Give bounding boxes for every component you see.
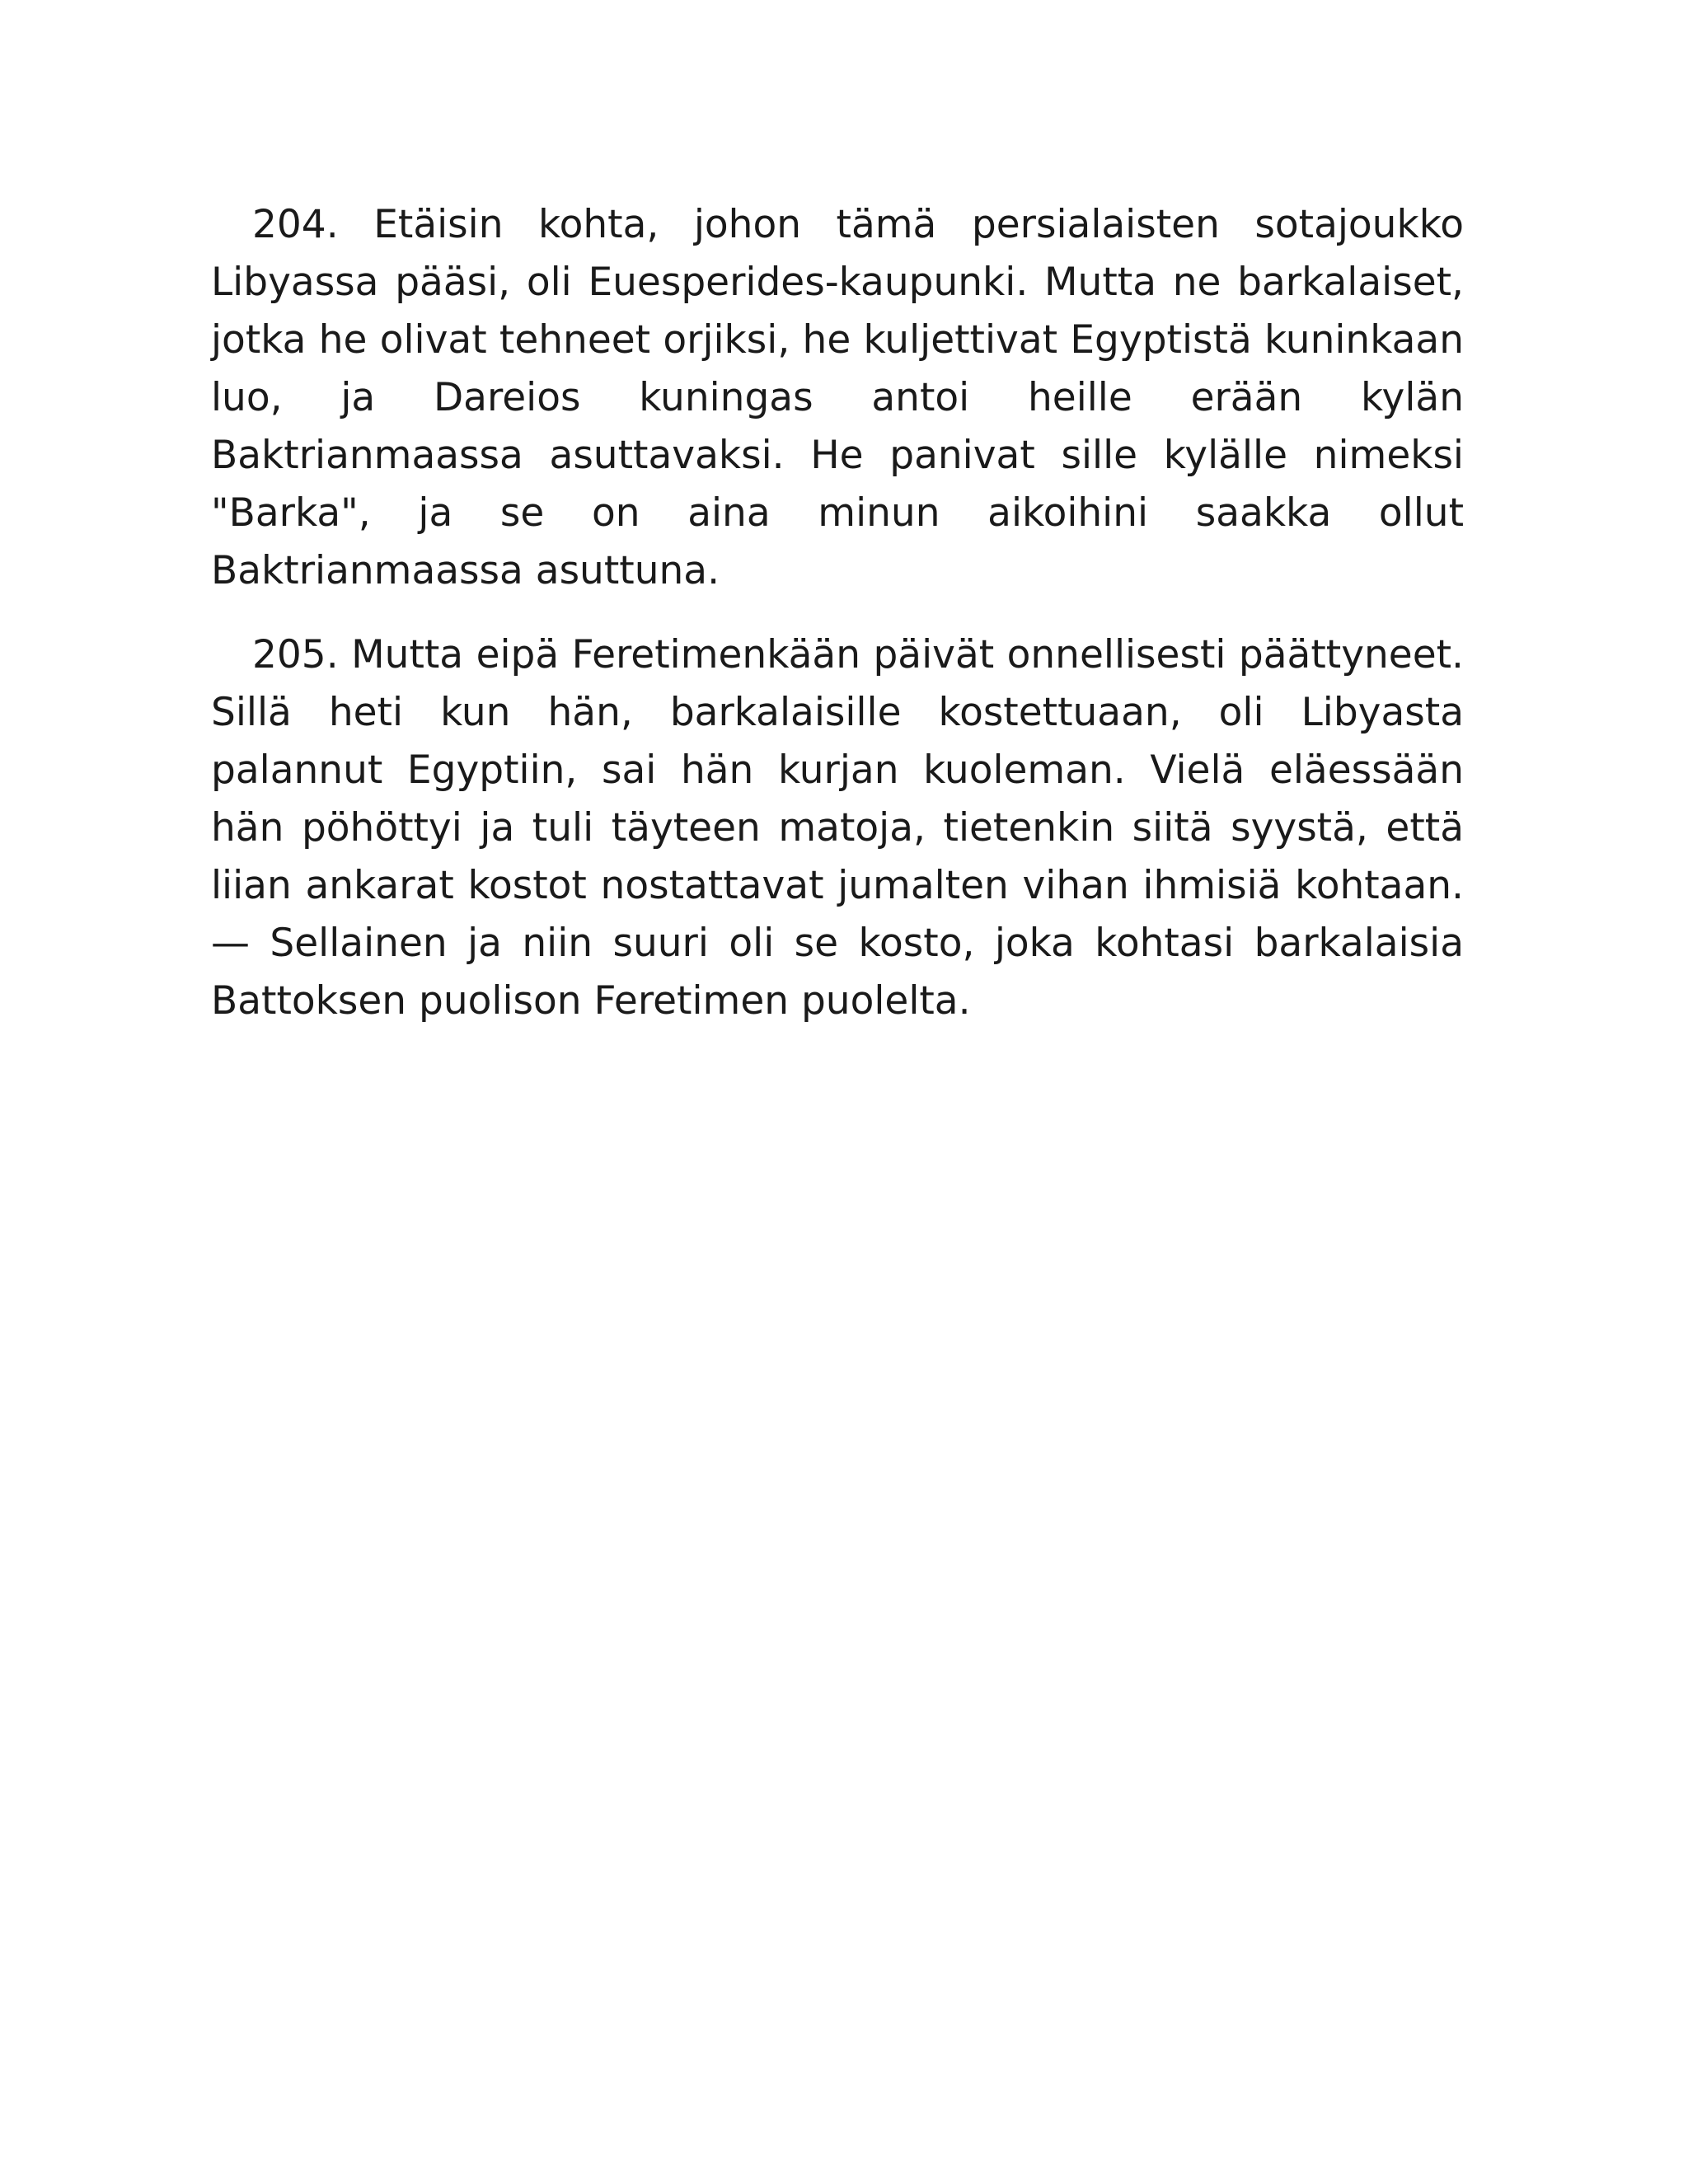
paragraph-205: 205. Mutta eipä Feretimenkään päivät onnellisesti päättyneet. Sillä heti kun hän, barkalaisille kostettuaan, oli Libyasta palannut Egyptiin, sai hän kurjan kuoleman. Vielä eläessään hän pöhöttyi ja tuli täyteen matoja, tietenkin siitä syystä, että liian ankarat kostot nostattavat jumalten vihan ihmisiä kohtaan. — Sellainen ja niin suuri oli se kosto, joka kohtasi barkalaisia Battoksen puolison Feretimen puolelta. <box>211 632 1464 1024</box>
body-text <box>211 196 1464 1057</box>
paragraph-204: 204. Etäisin kohta, johon tämä persialaisten sotajoukko Libyassa pääsi, oli Euesperides-kaupunki. Mutta ne barkalaiset, jotka he olivat tehneet orjiksi, he kuljettivat Egyptistä kuninkaan luo, ja Dareios kuningas antoi heille erään kylän Baktrianmaassa asuttavaksi. He panivat sille kylälle nimeksi "Barka", ja se on aina minun aikoihini saakka ollut Baktrianmaassa asuttuna. <box>211 202 1464 593</box>
